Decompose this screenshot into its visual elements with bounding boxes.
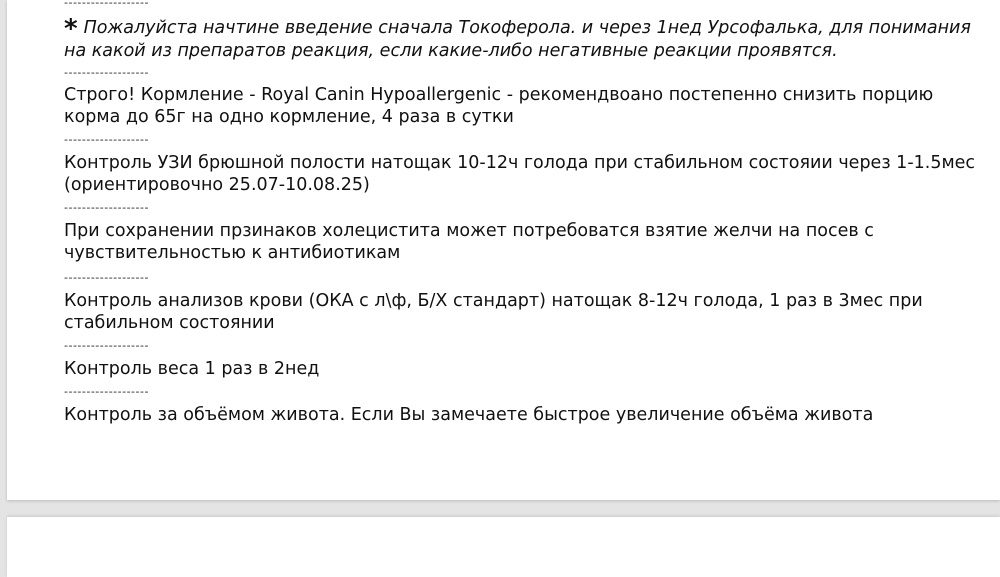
separator-line: ------------------- (64, 340, 149, 351)
instruction-feeding: Строго! Кормление - Royal Canin Hypoallergenic - рекомендвоано постепенно снизить порцию корма до 65г на одно кормление, 4 раза в сутки (64, 85, 934, 127)
instruction-ultrasound: Контроль УЗИ брюшной полости натощак 10-12ч голода при стабильном состояии через 1-1.5мес (ориентировочно 25.07-10.08.25) (64, 153, 976, 195)
note-text: Пожалуйста начтине введение сначала Токоферола. и через 1нед Урсофалька, для понимания на какой из препаратов реакция, если какие-либо негативные реакции проявятся. (64, 18, 971, 61)
next-document-page (7, 517, 1000, 577)
instruction-weight: Контроль веса 1 раз в 2нед (64, 359, 320, 379)
separator-line: ------------------- (64, 0, 149, 8)
separator-line: ------------------- (64, 272, 149, 283)
instruction-abdomen: Контроль за объёмом живота. Если Вы замечаете быстрое увеличение объёма живота (64, 405, 874, 425)
instruction-bile-culture: При сохранении прзинаков холецистита может потребоватся взятие желчи на посев с чувствительностью к антибиотикам (64, 221, 874, 263)
document-content (64, 0, 984, 452)
instruction-blood-tests: Контроль анализов крови (ОКА с л\ф, Б/Х стандарт) натощак 8-12ч голода, 1 раз в 3мес при стабильном состоянии (64, 291, 923, 333)
separator-line: ------------------- (64, 134, 149, 145)
separator-line: ------------------- (64, 202, 149, 213)
separator-line: ------------------- (64, 67, 149, 78)
separator-line: ------------------- (64, 386, 149, 397)
note-paragraph (64, 14, 984, 62)
document-page (7, 0, 1000, 500)
asterisk-marker: * (64, 14, 78, 44)
